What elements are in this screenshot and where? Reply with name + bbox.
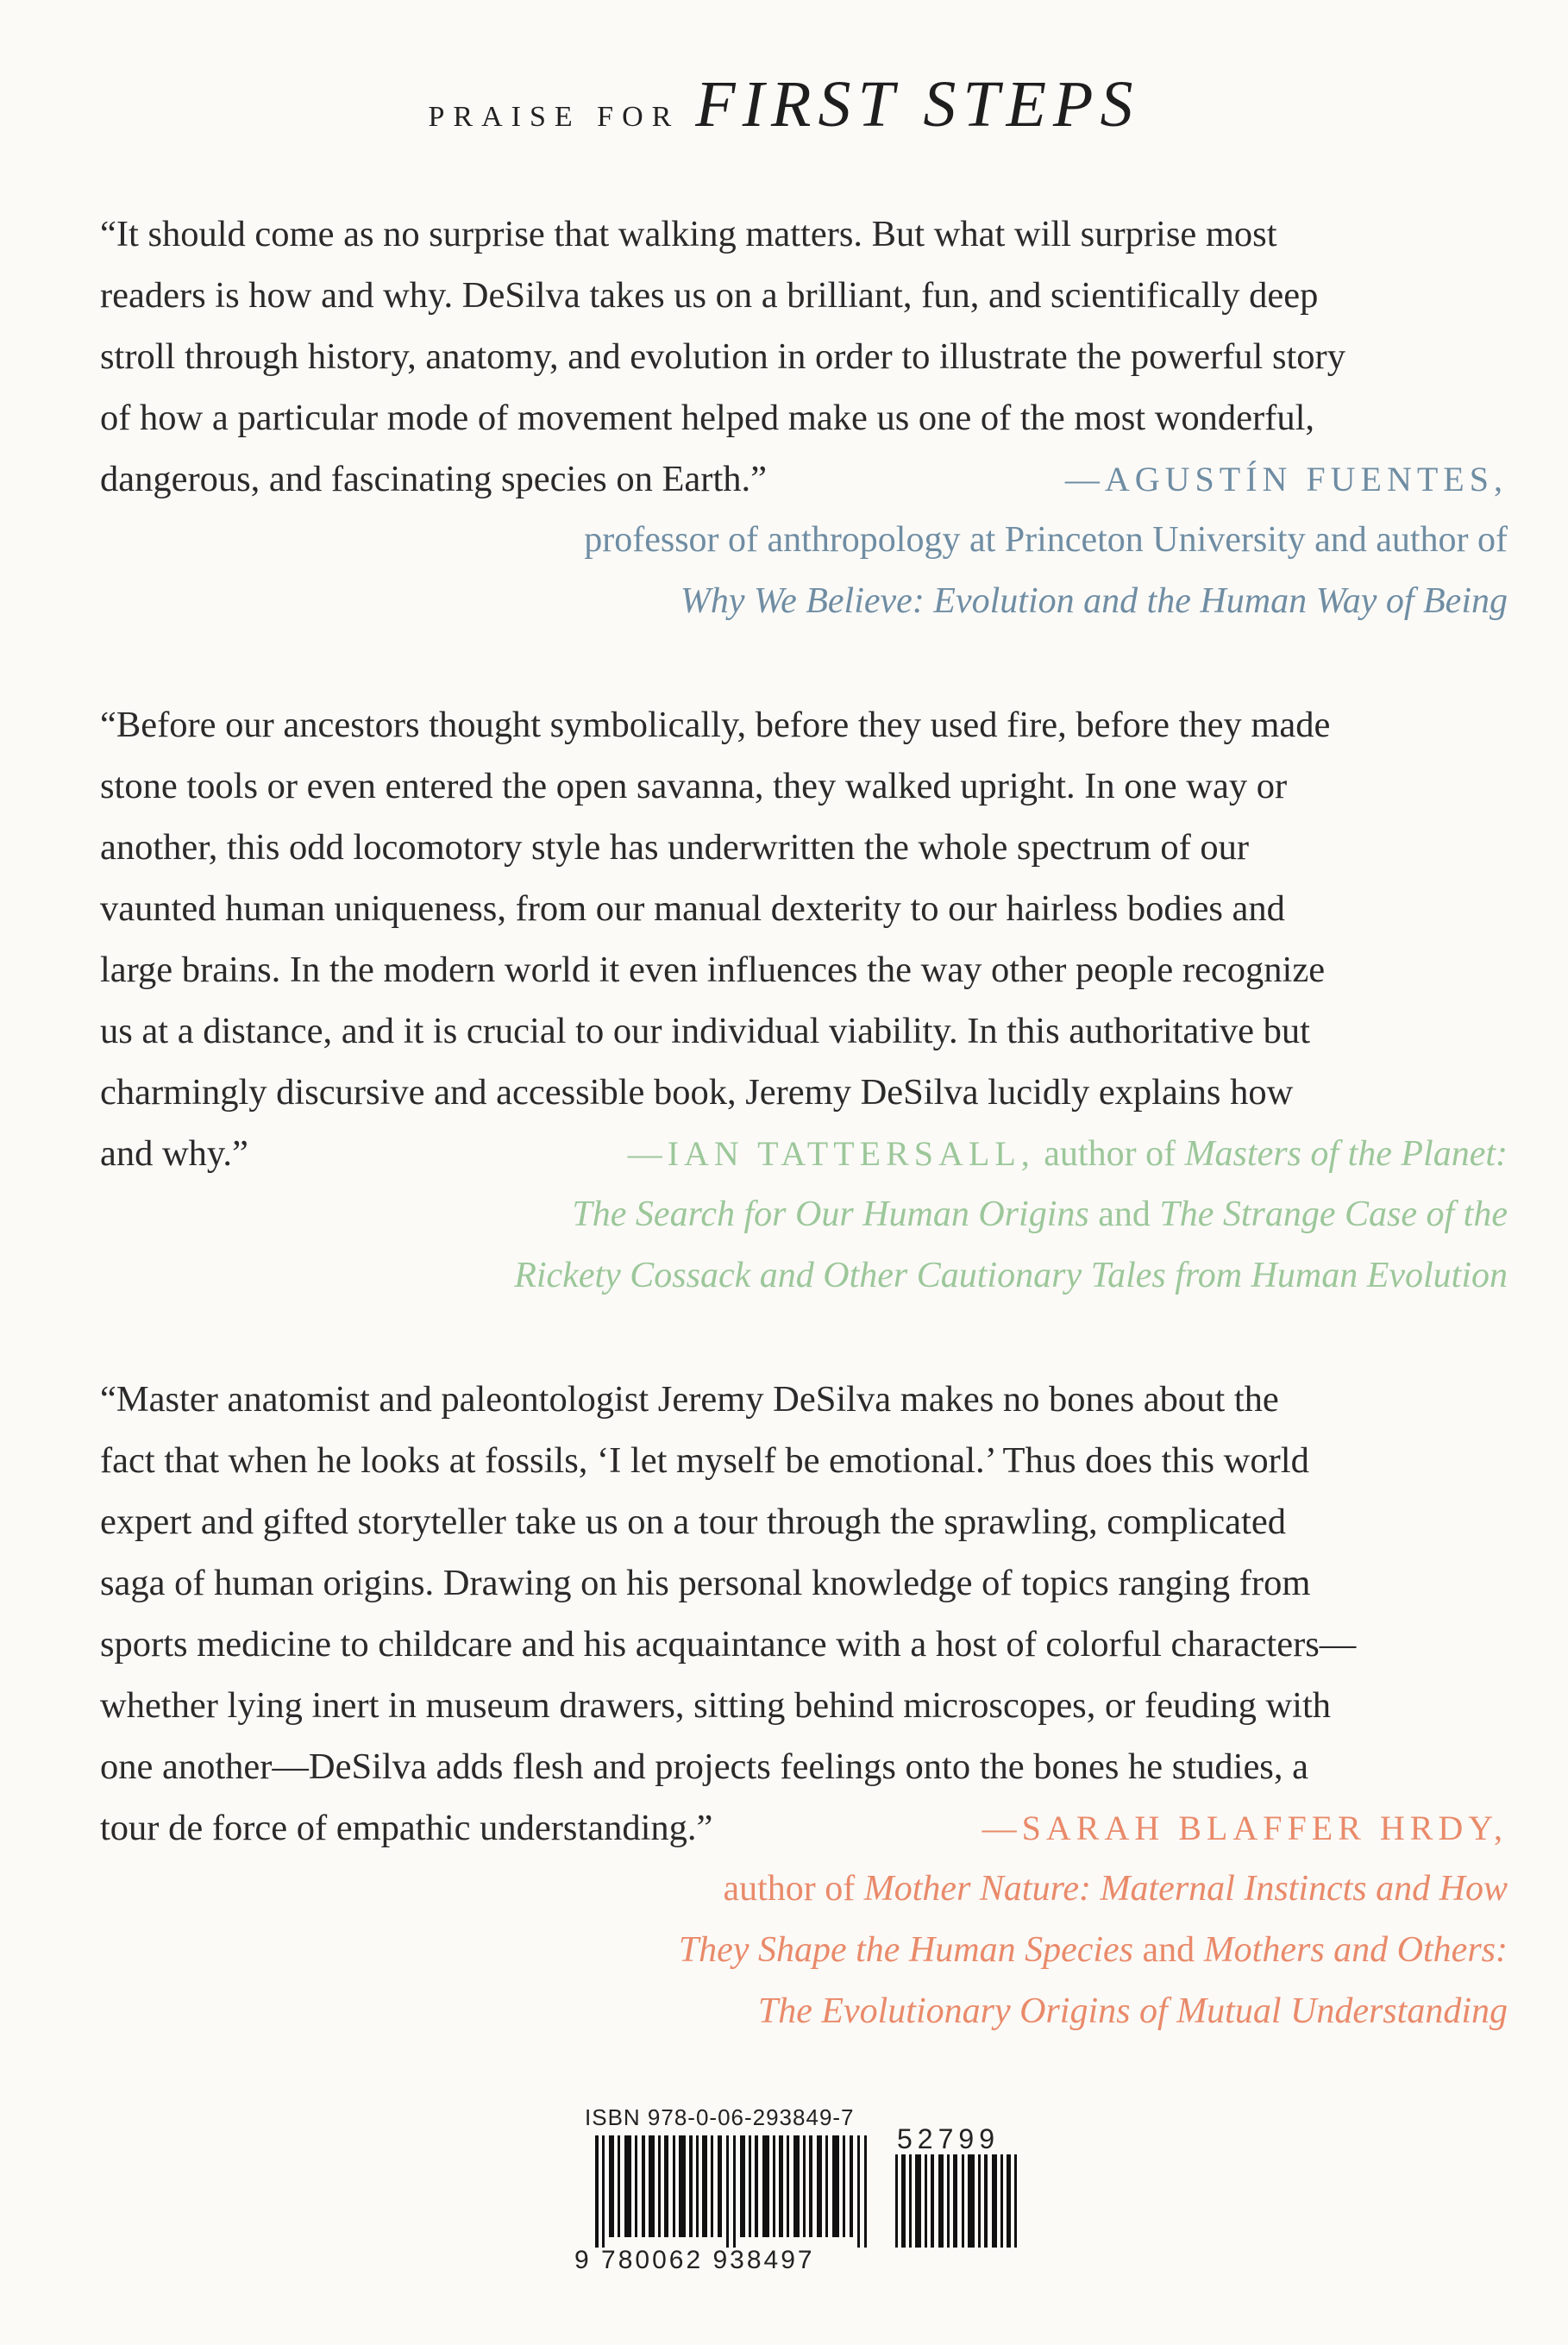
ean-digits: 9 780062 938497 — [574, 2246, 815, 2274]
blurb-line: “Before our ancestors thought symbolically, before they used fire, before they made — [100, 705, 1331, 745]
blurb-line: sports medicine to childcare and his acquaintance with a host of colorful characters— — [100, 1624, 1357, 1665]
isbn-barcode — [569, 2104, 1035, 2285]
credit-conjunction: and — [1098, 1194, 1151, 1234]
price-barcode-bars — [895, 2154, 1025, 2248]
blurb-tattersall — [100, 694, 1508, 1184]
blurb-line-end: and why.” — [100, 1133, 248, 1174]
price-code: 52799 — [897, 2123, 1000, 2154]
author-name: —SARAH BLAFFER HRDY, — [982, 1809, 1508, 1847]
author-name: —IAN TATTERSALL, — [627, 1134, 1035, 1173]
blurb-line: large brains. In the modern world it even influences the way other people recognize — [100, 950, 1326, 990]
credit-intro: author of — [1044, 1134, 1176, 1174]
blurb-line: of how a particular mode of movement helped make us one of the most wonderful, — [100, 398, 1314, 438]
credit-book-title: They Shape the Human Species — [678, 1930, 1134, 1970]
credit-book-title: Mothers and Others: — [1203, 1930, 1508, 1970]
blurb-line: stone tools or even entered the open savanna, they walked upright. In one way or — [100, 766, 1288, 806]
ean-barcode-bars — [595, 2135, 880, 2248]
attribution-name-fuentes — [1065, 448, 1508, 511]
credit-intro: author of — [723, 1869, 856, 1909]
blurb-line: expert and gifted storyteller take us on a tour through the sprawling, complicated — [100, 1502, 1286, 1542]
author-name: —AGUSTÍN FUENTES, — [1064, 460, 1508, 498]
credit-book-title: The Evolutionary Origins of Mutual Understanding — [757, 1991, 1508, 2031]
blurb-line: us at a distance, and it is crucial to our individual viability. In this authoritative but — [100, 1011, 1310, 1051]
book-title: FIRST STEPS — [695, 68, 1140, 141]
blurb-line: stroll through history, anatomy, and evolution in order to illustrate the powerful story — [100, 336, 1345, 377]
credit-book-title: Rickety Cossack and Other Cautionary Tales from Human Evolution — [514, 1256, 1508, 1295]
blurb-line: one another—DeSilva adds flesh and projects feelings onto the bones he studies, a — [100, 1746, 1308, 1787]
credit-line: professor of anthropology at Princeton University and author of — [584, 520, 1508, 560]
credit-book-title: Mother Nature: Maternal Instincts and How — [863, 1869, 1508, 1909]
credit-line — [679, 1920, 1508, 1981]
blurb-line: saga of human origins. Drawing on his personal knowledge of topics ranging from — [100, 1563, 1311, 1603]
blurb-line: “Master anatomist and paleontologist Jeremy DeSilva makes no bones about the — [100, 1379, 1279, 1420]
credit-book-title: The Strange Case of the — [1159, 1194, 1508, 1234]
credit-book-title: Why We Believe: Evolution and the Human Way of Being — [680, 581, 1508, 621]
attribution-tattersall — [628, 1123, 1508, 1185]
credit-book-title: Masters of the Planet: — [1184, 1134, 1508, 1174]
blurb-line: vaunted human uniqueness, from our manual dexterity to our hairless bodies and — [100, 888, 1285, 929]
blurb-hrdy — [100, 1369, 1508, 1859]
blurb-line: fact that when he looks at fossils, ‘I let myself be emotional.’ Thus does this world — [100, 1440, 1309, 1481]
blurb-line: another, this odd locomotory style has underwritten the whole spectrum of our — [100, 827, 1250, 868]
attribution-name-hrdy — [982, 1797, 1508, 1859]
blurb-line: charmingly discursive and accessible book, Jeremy DeSilva lucidly explains how — [100, 1072, 1294, 1113]
blurb-line: whether lying inert in museum drawers, sitting behind microscopes, or feuding with — [100, 1685, 1332, 1726]
blurb-line-end: tour de force of empathic understanding.” — [100, 1808, 713, 1848]
credit-book-title: The Search for Our Human Origins — [572, 1194, 1089, 1234]
credit-conjunction: and — [1142, 1930, 1195, 1970]
isbn-number: ISBN 978-0-06-293849-7 — [585, 2104, 855, 2130]
heading-prefix: PRAISE FOR — [428, 101, 681, 133]
blurb-line: readers is how and why. DeSilva takes us on a brilliant, fun, and scientifically deep — [100, 275, 1319, 316]
blurb-line-end: dangerous, and fascinating species on Earth.” — [100, 459, 767, 499]
blurb-line: “It should come as no surprise that walking matters. But what will surprise most — [100, 214, 1277, 254]
credit-line — [723, 1859, 1508, 1920]
page-heading — [0, 67, 1568, 142]
credit-line — [572, 1184, 1508, 1245]
